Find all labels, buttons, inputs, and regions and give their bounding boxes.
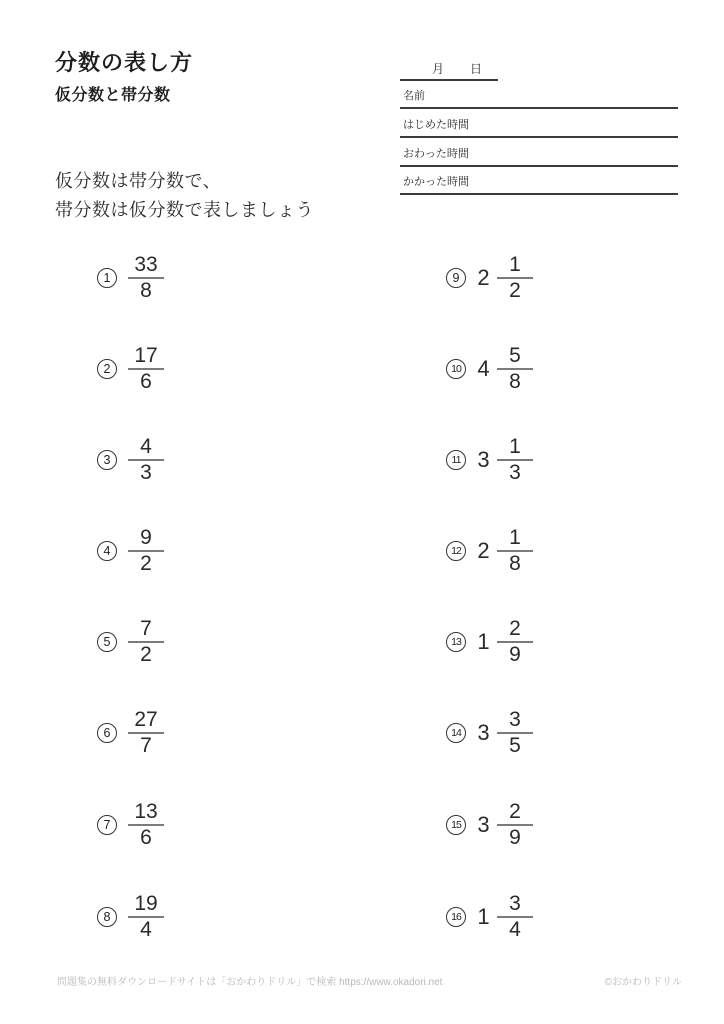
instruction-line-2: 帯分数は仮分数で表しましょう — [55, 200, 314, 220]
fraction — [497, 345, 533, 393]
fraction-denominator: 9 — [509, 826, 521, 849]
fraction — [128, 893, 164, 941]
fraction — [497, 709, 533, 757]
problem-number-badge: 3 — [97, 450, 117, 470]
problem-6 — [97, 707, 164, 759]
fraction-numerator: 2 — [509, 800, 521, 823]
end-time-field-row[interactable] — [400, 141, 678, 167]
page-subtitle: 仮分数と帯分数 — [55, 87, 171, 104]
problem-15 — [446, 799, 533, 851]
name-field-row[interactable] — [400, 83, 678, 109]
fraction-denominator: 2 — [140, 552, 152, 575]
problem-number-badge: 7 — [97, 815, 117, 835]
problem-3 — [97, 434, 164, 486]
problem-number-badge: 11 — [446, 450, 466, 470]
fraction-numerator: 9 — [140, 526, 152, 549]
fraction-numerator: 33 — [134, 253, 158, 276]
date-field-row[interactable] — [400, 60, 498, 81]
problem-11 — [446, 434, 533, 486]
fraction-numerator: 1 — [509, 435, 521, 458]
fraction-denominator: 3 — [509, 461, 521, 484]
problem-7 — [97, 799, 164, 851]
problem-number-badge: 5 — [97, 632, 117, 652]
instructions — [55, 167, 314, 225]
problem-number-badge: 13 — [446, 632, 466, 652]
fraction-denominator: 7 — [140, 734, 152, 757]
end-time-label: おわった時間 — [403, 148, 469, 160]
problem-12 — [446, 525, 533, 577]
fraction-denominator: 9 — [509, 643, 521, 666]
fraction-denominator: 2 — [509, 279, 521, 302]
fraction-numerator: 3 — [509, 892, 521, 915]
instruction-line-1: 仮分数は帯分数で、 — [55, 171, 222, 191]
whole-number: 3 — [477, 720, 490, 745]
problem-10 — [446, 343, 533, 395]
fraction-denominator: 5 — [509, 734, 521, 757]
problem-number-badge: 15 — [446, 815, 466, 835]
problem-number-badge: 16 — [446, 907, 466, 927]
fraction-denominator: 8 — [509, 552, 521, 575]
elapsed-time-label: かかった時間 — [403, 176, 469, 188]
fraction-denominator: 4 — [509, 918, 521, 941]
fraction — [128, 436, 164, 484]
whole-number: 1 — [477, 629, 490, 654]
problem-number-badge: 9 — [446, 268, 466, 288]
whole-number: 2 — [477, 538, 490, 563]
fraction-numerator: 17 — [134, 344, 158, 367]
fraction — [128, 345, 164, 393]
fraction — [497, 618, 533, 666]
page-title: 分数の表し方 — [55, 50, 194, 75]
fraction — [128, 527, 164, 575]
fraction — [128, 709, 164, 757]
fraction-denominator: 4 — [140, 918, 152, 941]
month-label: 月 — [432, 62, 445, 76]
fraction-denominator: 8 — [509, 370, 521, 393]
problem-14 — [446, 707, 533, 759]
problem-number-badge: 14 — [446, 723, 466, 743]
fraction — [497, 893, 533, 941]
fraction-numerator: 7 — [140, 617, 152, 640]
fraction — [128, 618, 164, 666]
fraction-numerator: 1 — [509, 253, 521, 276]
footer-site-info: 問題集の無料ダウンロードサイトは「おかわりドリル」で検索 https://www.okadori.net — [57, 977, 443, 988]
problem-13 — [446, 616, 533, 668]
fraction — [128, 254, 164, 302]
fraction-numerator: 1 — [509, 526, 521, 549]
problem-number-badge: 12 — [446, 541, 466, 561]
problem-2 — [97, 343, 164, 395]
fraction — [497, 801, 533, 849]
footer-copyright: ©おかわりドリル — [604, 977, 682, 988]
whole-number: 1 — [477, 904, 490, 929]
problem-number-badge: 1 — [97, 268, 117, 288]
fraction-numerator: 13 — [134, 800, 158, 823]
fraction-numerator: 3 — [509, 708, 521, 731]
fraction-denominator: 8 — [140, 279, 152, 302]
whole-number: 3 — [477, 812, 490, 837]
fraction — [497, 527, 533, 575]
problem-number-badge: 6 — [97, 723, 117, 743]
problem-number-badge: 8 — [97, 907, 117, 927]
fraction-numerator: 5 — [509, 344, 521, 367]
problem-9 — [446, 252, 533, 304]
fraction-denominator: 6 — [140, 370, 152, 393]
problem-4 — [97, 525, 164, 577]
fraction-numerator: 19 — [134, 892, 158, 915]
problem-8 — [97, 891, 164, 943]
problem-16 — [446, 891, 533, 943]
fraction — [128, 801, 164, 849]
problem-number-badge: 10 — [446, 359, 466, 379]
start-time-label: はじめた時間 — [403, 119, 469, 131]
fraction — [497, 436, 533, 484]
fraction-denominator: 6 — [140, 826, 152, 849]
day-label: 日 — [470, 62, 483, 76]
fraction-denominator: 3 — [140, 461, 152, 484]
start-time-field-row[interactable] — [400, 112, 678, 138]
problem-number-badge: 2 — [97, 359, 117, 379]
elapsed-time-field-row[interactable] — [400, 169, 678, 195]
whole-number: 3 — [477, 447, 490, 472]
fraction-numerator: 4 — [140, 435, 152, 458]
problem-5 — [97, 616, 164, 668]
fraction-numerator: 2 — [509, 617, 521, 640]
fraction-denominator: 2 — [140, 643, 152, 666]
fraction-numerator: 27 — [134, 708, 158, 731]
problem-number-badge: 4 — [97, 541, 117, 561]
name-label: 名前 — [403, 90, 425, 102]
whole-number: 2 — [477, 265, 490, 290]
problem-1 — [97, 252, 164, 304]
fraction — [497, 254, 533, 302]
whole-number: 4 — [477, 356, 490, 381]
